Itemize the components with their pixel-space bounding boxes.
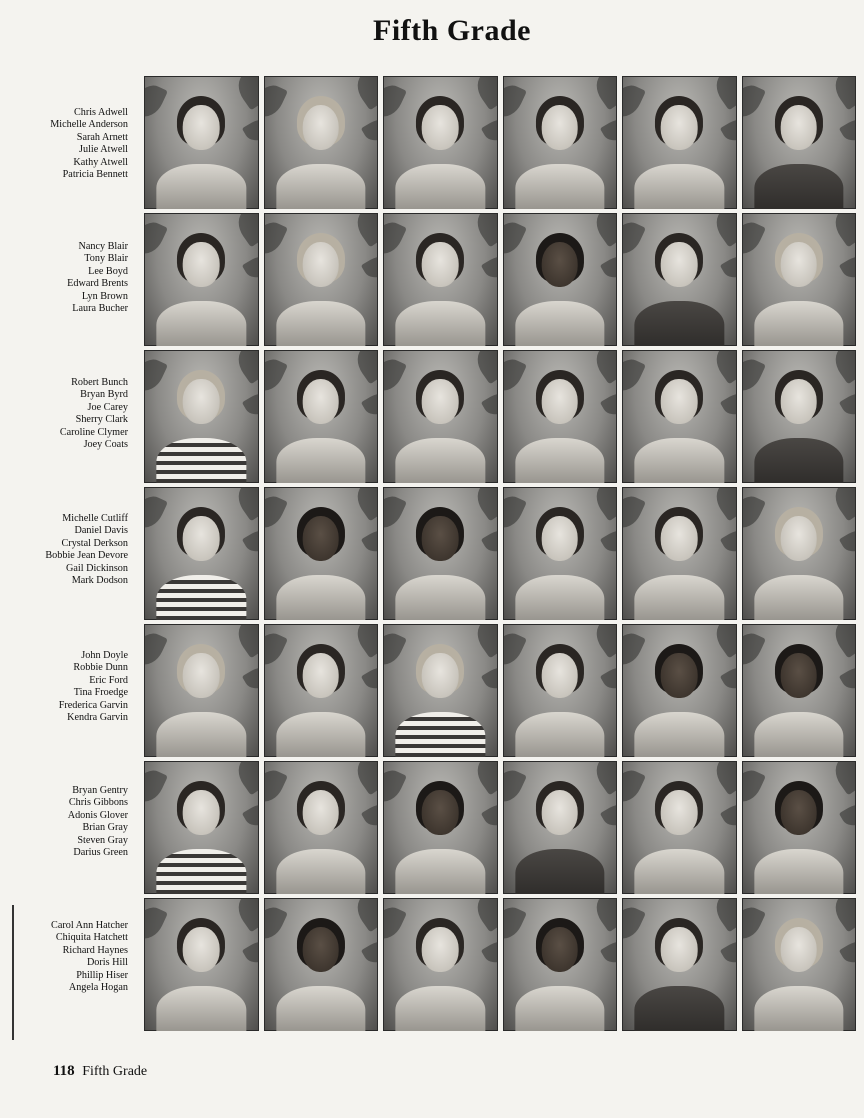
student-portrait (742, 761, 857, 894)
student-name: Chris Adwell (73, 107, 128, 118)
student-name: Chiquita Hatchett (55, 932, 128, 944)
student-portrait (503, 487, 618, 620)
student-name: Bryan Gentry (72, 785, 128, 796)
student-portrait (144, 487, 259, 620)
student-name: Patricia Bennett (62, 169, 128, 181)
student-name: Eric Ford (89, 674, 128, 686)
student-portrait (264, 76, 379, 209)
photo-row (144, 213, 856, 346)
photo-row (144, 898, 856, 1031)
student-portrait (144, 761, 259, 894)
student-name: Phillip Hiser (76, 969, 128, 981)
student-portrait (144, 898, 259, 1031)
student-portrait (383, 213, 498, 346)
student-portrait (264, 350, 379, 483)
student-portrait (383, 487, 498, 620)
student-portrait (383, 350, 498, 483)
student-name-list (30, 785, 128, 859)
student-name: Daniel Davis (74, 525, 128, 537)
student-name-list (30, 920, 128, 994)
photo-row (144, 487, 856, 620)
student-portrait (264, 487, 379, 620)
student-name: Bryan Byrd (80, 389, 128, 401)
student-name: Nancy Blair (78, 241, 128, 252)
student-name: Edward Brents (67, 278, 128, 290)
student-portrait (383, 76, 498, 209)
student-portrait (622, 213, 737, 346)
student-portrait (742, 624, 857, 757)
student-name: Sherry Clark (75, 414, 128, 426)
photo-row (144, 761, 856, 894)
student-portrait (264, 898, 379, 1031)
student-portrait (742, 76, 857, 209)
student-name: Angela Hogan (68, 982, 128, 994)
student-portrait (144, 350, 259, 483)
page-number: 118 (53, 1063, 75, 1079)
student-name: Tina Froedge (73, 687, 128, 699)
photo-row (144, 76, 856, 209)
student-portrait (264, 624, 379, 757)
page-title: Fifth Grade (373, 14, 531, 47)
student-portrait (503, 76, 618, 209)
student-name: Sarah Arnett (76, 131, 128, 143)
student-portrait (383, 761, 498, 894)
student-portrait (503, 761, 618, 894)
student-name: Tony Blair (84, 253, 128, 265)
photo-grid (144, 76, 856, 1031)
student-portrait (622, 624, 737, 757)
student-portrait (622, 761, 737, 894)
student-portrait (503, 213, 618, 346)
student-name: Laura Bucher (72, 303, 128, 315)
student-portrait (503, 898, 618, 1031)
student-name: Lee Boyd (88, 265, 128, 277)
student-portrait (742, 350, 857, 483)
student-name: Richard Haynes (62, 944, 128, 956)
student-portrait (622, 487, 737, 620)
student-name: Mark Dodson (71, 575, 128, 587)
student-name: Joey Coats (83, 439, 128, 451)
student-name: Crystal Derkson (61, 537, 128, 549)
student-portrait (622, 76, 737, 209)
student-name: Kendra Garvin (67, 712, 128, 724)
student-portrait (742, 898, 857, 1031)
student-name: Robert Bunch (71, 377, 128, 388)
student-name: Kathy Atwell (73, 156, 128, 168)
photo-row (144, 624, 856, 757)
student-name: Caroline Clymer (59, 426, 128, 438)
student-name: Doris Hill (86, 957, 128, 969)
student-portrait (622, 898, 737, 1031)
footer-section-label: Fifth Grade (82, 1064, 148, 1079)
student-name: Michelle Anderson (50, 119, 128, 131)
student-portrait (622, 350, 737, 483)
student-name: Robbie Dunn (73, 662, 128, 674)
student-name: Lyn Brown (81, 290, 128, 302)
student-name: Gail Dickinson (66, 562, 128, 574)
student-name: Frederica Garvin (58, 699, 128, 711)
student-name: Michelle Cutliff (62, 513, 128, 524)
student-name-list (30, 241, 128, 315)
student-portrait (503, 624, 618, 757)
student-name: Chris Gibbons (68, 797, 128, 809)
student-name-list (30, 377, 128, 451)
page-edge-mark (12, 905, 14, 1040)
student-name: Bobbie Jean Devore (45, 550, 128, 562)
student-portrait (144, 624, 259, 757)
student-portrait (742, 213, 857, 346)
student-name: Carol Ann Hatcher (51, 920, 128, 931)
student-portrait (264, 213, 379, 346)
student-portrait (144, 76, 259, 209)
student-portrait (742, 487, 857, 620)
student-portrait (383, 624, 498, 757)
student-name-list (30, 650, 128, 724)
student-name-list (30, 107, 128, 181)
student-name: Brian Gray (82, 822, 128, 834)
student-name: Darius Green (73, 847, 128, 859)
student-portrait (144, 213, 259, 346)
student-name: Joe Carey (87, 401, 128, 413)
student-name: John Doyle (81, 650, 128, 661)
student-portrait (264, 761, 379, 894)
student-name: Adonis Glover (67, 809, 128, 821)
photo-row (144, 350, 856, 483)
student-name: Julie Atwell (79, 144, 128, 156)
student-name: Steven Gray (77, 834, 128, 846)
student-name-list (30, 513, 128, 587)
student-portrait (383, 898, 498, 1031)
student-portrait (503, 350, 618, 483)
page-footer (53, 1063, 147, 1080)
